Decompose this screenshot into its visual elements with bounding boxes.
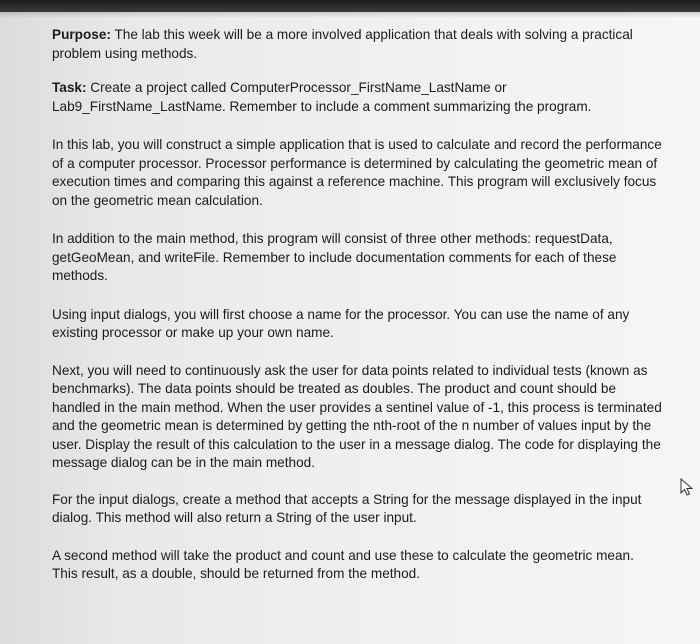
task-text: Create a project called ComputerProcessor_FirstName_LastName or Lab9_FirstName_LastName. Remember to include a comment summarizing the program.	[52, 80, 592, 114]
purpose-paragraph	[52, 26, 662, 63]
methods-paragraph: In addition to the main method, this program will consist of three other methods: requestData, getGeoMean, and writeFile. Remember to include documentation comments for each of these methods.	[52, 231, 617, 283]
purpose-label: Purpose:	[52, 27, 111, 42]
top-window-bar	[0, 0, 700, 12]
request-method-paragraph: For the input dialogs, create a method that accepts a String for the message displayed in the input dialog. This method will also return a String of the user input.	[52, 491, 642, 525]
task-paragraph	[52, 79, 662, 116]
task-label: Task:	[52, 80, 87, 95]
benchmarks-paragraph: Next, you will need to continuously ask the user for data points related to individual tests (known as benchmarks). The data points should be treated as doubles. The product and count should be handled in the main method. When the user provides a sentinel value of -1, this process is terminated and the geometric mean is determined by getting the nth-root of the n number of values input by the user. Display the result of this calculation to the user in a message dialog. The code for displaying the message dialog can be in the main method.	[52, 362, 662, 470]
input-dialog-paragraph: Using input dialogs, you will first choose a name for the processor. You can use the name of any existing processor or make up your own name.	[52, 306, 630, 340]
mouse-pointer-icon	[680, 478, 694, 496]
top-bar-shadow	[0, 12, 700, 18]
geomean-method-paragraph: A second method will take the product and count and use these to calculate the geometric mean. This result, as a double, should be returned from the method.	[52, 547, 634, 581]
intro-paragraph: In this lab, you will construct a simple application that is used to calculate and record the performance of a computer processor. Processor performance is determined by calculating the geometric mean of execution times and comparing this against a reference machine. This program will exclusively focus on the geometric mean calculation.	[52, 137, 662, 208]
purpose-text: The lab this week will be a more involved application that deals with solving a practical problem using methods.	[52, 27, 633, 61]
lab-instructions	[52, 26, 662, 602]
